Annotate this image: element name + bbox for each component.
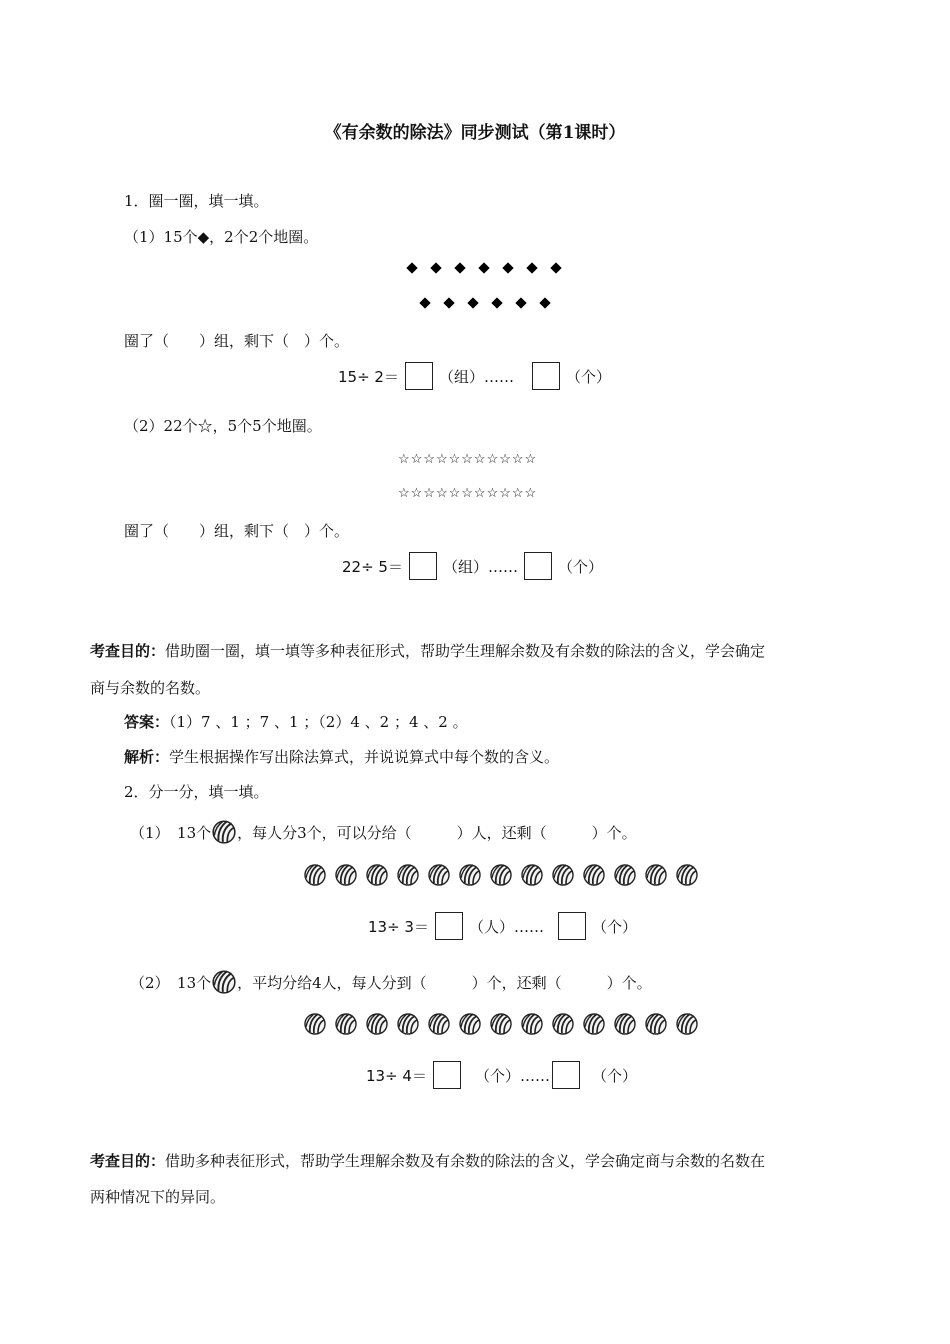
equation-unit: （个） <box>591 917 637 936</box>
diamond-row-1 <box>400 264 568 272</box>
watermelon-icon <box>211 968 237 994</box>
diamond-icon <box>526 262 537 273</box>
prompt-prefix: （2） 13个 <box>130 974 212 992</box>
diamond-icon <box>550 262 561 273</box>
watermelon-icon <box>458 862 482 886</box>
watermelon-icon <box>520 862 544 886</box>
analysis-label: 解析： <box>124 748 170 766</box>
diamond-icon <box>430 262 441 273</box>
q1-part2-equation <box>342 552 603 580</box>
prompt-suffix: ，平均分给4人，每人分到（ ）个，还剩（ ）个。 <box>237 974 652 992</box>
diamond-icon <box>443 297 454 308</box>
page-title: 《有余数的除法》同步测试（第1课时） <box>324 123 626 143</box>
watermelon-icon <box>613 1011 637 1035</box>
watermelon-icon <box>427 862 451 886</box>
watermelon-icon <box>334 862 358 886</box>
q1-part2-fill: 圈了（ ）组，剩下（ ）个。 <box>124 522 350 540</box>
analysis-text: 学生根据操作写出除法算式，并说说算式中每个数的含义。 <box>169 748 560 766</box>
watermelon-icon <box>613 862 637 886</box>
diamond-icon <box>502 262 513 273</box>
q2-heading: 2．分一分，填一填。 <box>124 783 269 801</box>
remainder-box[interactable] <box>524 552 552 580</box>
star-row-1: ☆☆☆☆☆☆☆☆☆☆☆ <box>398 452 538 467</box>
diamond-row-2 <box>413 299 557 307</box>
watermelon-row-2 <box>303 1011 706 1035</box>
equation-mid: （组）…… <box>438 367 514 386</box>
watermelon-icon <box>675 862 699 886</box>
watermelon-icon <box>489 862 513 886</box>
watermelon-icon <box>396 862 420 886</box>
diamond-icon <box>406 262 417 273</box>
watermelon-icon <box>551 1011 575 1035</box>
equation-unit: （个） <box>557 557 603 576</box>
prompt-prefix: （1） 13个 <box>130 824 212 842</box>
answer-text: （1）7 、1 ；7 、1 ；（2）4 、2 ；4 、2 。 <box>169 713 468 731</box>
q1-answer <box>124 711 468 732</box>
watermelon-icon <box>675 1011 699 1035</box>
equation-lhs: 13÷ 4＝ <box>366 1066 427 1085</box>
q1-purpose-line2: 商与余数的名数。 <box>90 679 211 697</box>
watermelon-icon <box>303 1011 327 1035</box>
star-row-2: ☆☆☆☆☆☆☆☆☆☆☆ <box>398 486 538 501</box>
diamond-icon <box>478 262 489 273</box>
purpose-text: 借助多种表征形式，帮助学生理解余数及有余数的除法的含义，学会确定商与余数的名数在 <box>165 1152 766 1170</box>
watermelon-icon <box>489 1011 513 1035</box>
quotient-box[interactable] <box>405 362 433 390</box>
q2-part1-equation <box>368 912 637 940</box>
watermelon-row-1 <box>303 862 706 886</box>
equation-mid: （组）…… <box>442 557 518 576</box>
purpose-label: 考查目的： <box>90 1152 166 1170</box>
q2-part2-prompt <box>130 968 652 994</box>
q1-analysis <box>124 746 559 767</box>
q1-part2-prompt: （2）22个☆，5个5个地圈。 <box>124 417 322 435</box>
quotient-box[interactable] <box>433 1061 461 1089</box>
q2-part2-equation <box>366 1061 637 1089</box>
q2-purpose <box>90 1150 765 1171</box>
diamond-icon <box>491 297 502 308</box>
watermelon-icon <box>520 1011 544 1035</box>
equation-mid: （个）…… <box>474 1066 550 1085</box>
q1-purpose <box>90 640 765 661</box>
watermelon-icon <box>303 862 327 886</box>
q1-part1-fill: 圈了（ ）组，剩下（ ）个。 <box>124 332 350 350</box>
equation-lhs: 15÷ 2＝ <box>338 367 399 386</box>
watermelon-icon <box>582 862 606 886</box>
quotient-box[interactable] <box>435 912 463 940</box>
diamond-icon <box>515 297 526 308</box>
watermelon-icon <box>334 1011 358 1035</box>
equation-mid: （人）…… <box>468 917 544 936</box>
diamond-icon <box>454 262 465 273</box>
remainder-box[interactable] <box>558 912 586 940</box>
watermelon-icon <box>644 862 668 886</box>
q1-part1-prompt: （1）15个◆，2个2个地圈。 <box>124 228 319 246</box>
q2-part1-prompt <box>130 818 637 844</box>
q1-part1-equation <box>338 362 611 390</box>
purpose-label: 考查目的： <box>90 642 166 660</box>
equation-unit: （个） <box>591 1066 637 1085</box>
q1-heading: 1．圈一圈，填一填。 <box>124 192 269 210</box>
watermelon-icon <box>365 1011 389 1035</box>
watermelon-icon <box>365 862 389 886</box>
quotient-box[interactable] <box>409 552 437 580</box>
equation-lhs: 22÷ 5＝ <box>342 557 403 576</box>
watermelon-icon <box>644 1011 668 1035</box>
diamond-icon <box>539 297 550 308</box>
equation-unit: （个） <box>565 367 611 386</box>
purpose-text: 借助圈一圈，填一填等多种表征形式，帮助学生理解余数及有余数的除法的含义，学会确定 <box>165 642 766 660</box>
equation-lhs: 13÷ 3＝ <box>368 917 429 936</box>
answer-label: 答案： <box>124 713 170 731</box>
watermelon-icon <box>427 1011 451 1035</box>
watermelon-icon <box>582 1011 606 1035</box>
prompt-suffix: ，每人分3个，可以分给（ ）人，还剩（ ）个。 <box>237 824 637 842</box>
watermelon-icon <box>551 862 575 886</box>
diamond-icon <box>467 297 478 308</box>
watermelon-icon <box>458 1011 482 1035</box>
remainder-box[interactable] <box>532 362 560 390</box>
watermelon-icon <box>396 1011 420 1035</box>
watermelon-icon <box>211 818 237 844</box>
diamond-icon <box>419 297 430 308</box>
q2-purpose-line2: 两种情况下的异同。 <box>90 1188 226 1206</box>
remainder-box[interactable] <box>552 1061 580 1089</box>
